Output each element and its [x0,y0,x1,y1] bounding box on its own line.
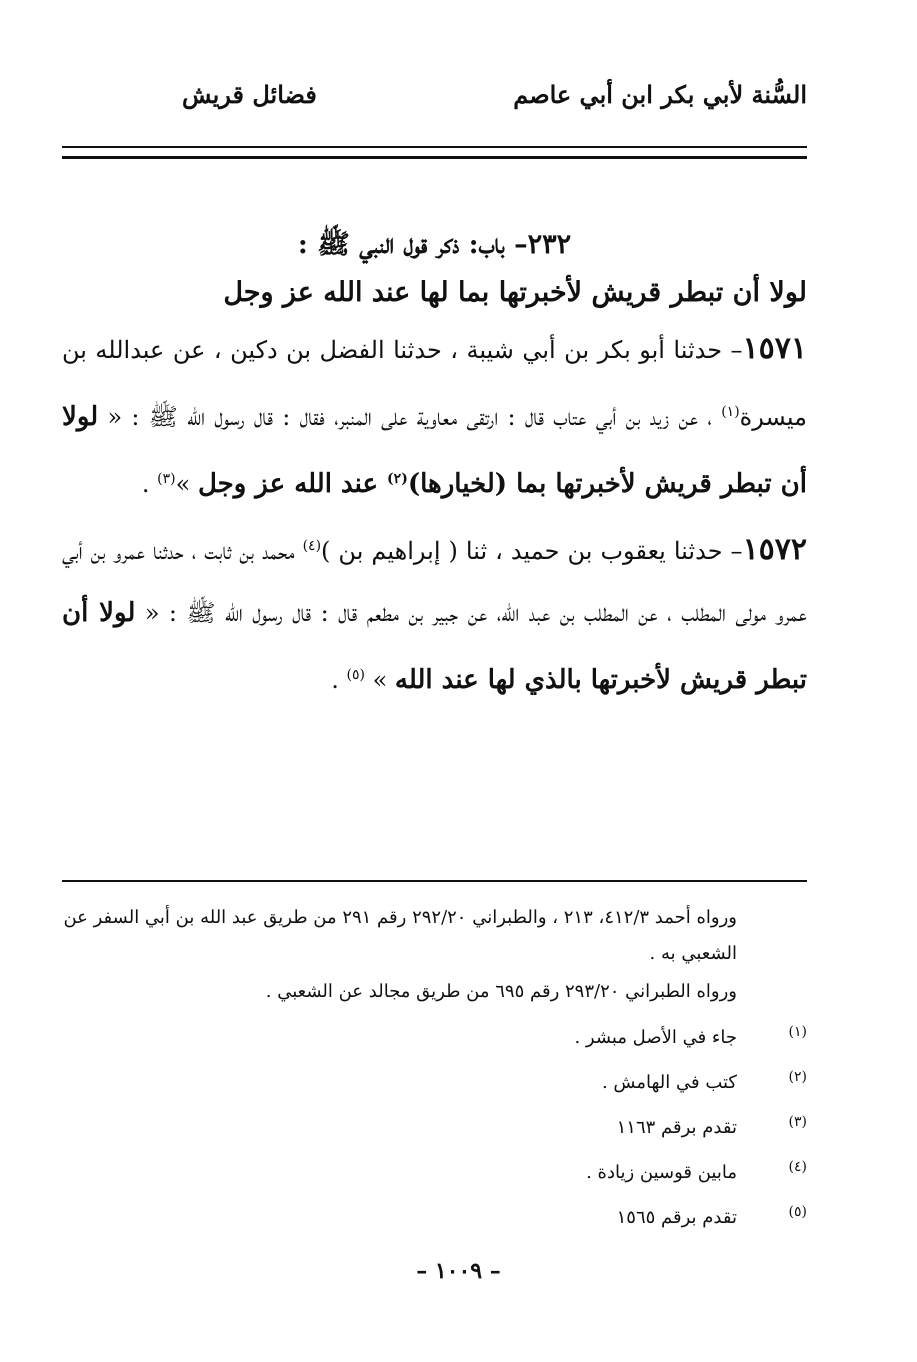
hadith-text: – حدثنا أبو بكر بن أبي شيبة ، حدثنا الفضل بن دكين ، عن عبدالله بن ميسرة [62,336,807,431]
footnote-marker: (٢) [788,1069,807,1085]
footnote-marker: (٥) [788,1204,807,1220]
hadith-matn-bold: عند الله عز وجل [197,469,388,499]
footnotes [62,900,807,1243]
hadith-text: » [364,666,395,694]
hadith-matn-bold: لولا أن تبطر قريش لأخبرتها بما (لخيارها) [62,402,807,499]
footnote-reference: (١) [721,404,740,420]
hadith-text: ، عن زيد بن أبي عتاب قال : ارتقى معاوية على المنبر، فقال : قال رسول الله ﷺ : « [98,403,722,431]
footnote-reference: (٥) [346,667,365,683]
hadith-paragraph [62,318,807,515]
footnote-item [62,1063,807,1108]
footnote-text: مابين قوسين زيادة . [586,1162,737,1183]
hadith-number: ١٥٧١ [742,331,807,366]
main-text [62,222,807,711]
hadith-text: » [175,470,198,498]
footnote-text: جاء في الأصل مبشر . [574,1027,737,1048]
footnote-text: تقدم برقم ١١٦٣ [616,1117,737,1138]
footnote-item [62,1198,807,1243]
footnote-marker: (٤) [788,1159,807,1175]
footnote-item [62,1108,807,1153]
book-title: السُّنة لأبي بكر ابن أبي عاصم [513,80,807,109]
footnote-reference: (٤) [302,538,322,554]
footnote-continuation: ورواه الطبراني ٢٩٣/٢٠ رقم ٦٩٥ من طريق مجالد عن الشعبي . [265,981,737,1002]
footnote-item [62,1018,807,1063]
chapter-subtitle: لولا أن تبطر قريش لأخبرتها بما لها عند الله عز وجل [223,277,807,308]
page-number: – ١٠٠٩ – [416,1258,501,1284]
footnote-text: كتب في الهامش . [601,1072,737,1093]
footnote-separator [62,880,807,882]
running-header [62,80,807,120]
hadith-text: محمد بن ثابت ، حدثنا عمرو بن أبي عمرو مولى المطلب ، عن المطلب بن عبد الله، عن جبير بن مطعم قال : قال رسول الله ﷺ : « [62,537,807,627]
hadith-number: ١٥٧٢ [742,532,808,567]
footnote-item [62,1153,807,1198]
hadith-text: – حدثنا يعقوب بن حميد ، ثنا ( إبراهيم بن ) [321,537,743,565]
hadith-text: . [141,470,158,498]
header-rule-thick [62,156,807,159]
header-rule-thin [62,146,807,148]
chapter-title: ٢٣٢– باب: ذكر قول النبي ﷺ : [297,229,572,260]
footnote-reference: (٣) [157,471,176,487]
hadith-paragraph [62,515,807,711]
section-title: فضائل قريش [182,80,317,109]
footnote-reference: (٢) [387,471,408,487]
hadith-matn-bold: لولا أن تبطر قريش لأخبرتها بالذي لها عند الله [62,598,807,695]
footnote-marker: (١) [788,1024,807,1040]
footnote-text: تقدم برقم ١٥٦٥ [616,1207,737,1228]
hadith-text: . [331,666,347,694]
footnote-marker: (٣) [788,1114,807,1130]
footnote-continuation: ورواه أحمد ٤١٢/٣، ٢١٣ ، والطبراني ٢٩٢/٢٠ رقم ٢٩١ من طريق عبد الله بن أبي السفر عن الشعبي به . [63,907,737,964]
